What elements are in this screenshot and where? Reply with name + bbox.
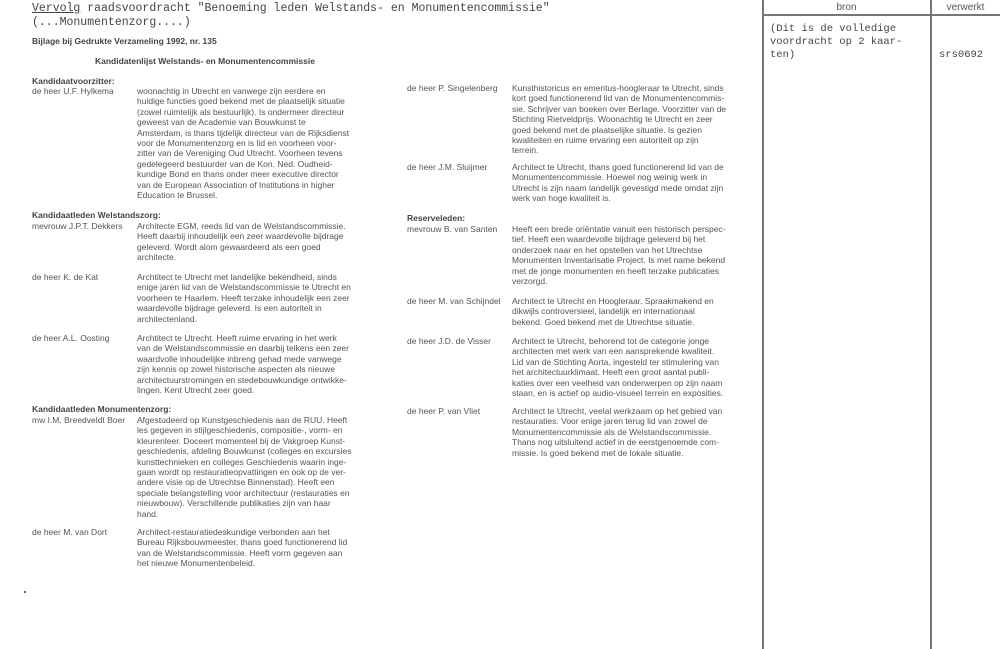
candidate-name: de heer J.M. Sluijmer <box>407 162 488 172</box>
entry-vanvliet <box>407 406 767 458</box>
entry-sluijmer <box>407 162 767 204</box>
entry-oosting <box>32 333 392 395</box>
candidate-description: Architect te Utrecht en Hoogleraar. Spraakmakend en dikwijls controversieel, landelijk en internationaal bekend. Goed bekend met de Utrechtse situatie. <box>512 296 714 327</box>
card-divider-right <box>930 0 932 649</box>
candidate-description: Archtitect te Utrecht met landelijke bekendheid, sinds enige jaren lid van de Welstandscommissie te Utrecht en voorheen te Haarlem. Heeft terzake inhoudelijk een zeer waardevolle bijdrage geleverd. Is een autoriteit in architectenland. <box>137 272 351 324</box>
candidate-description: Architecte EGM, reeds lid van de Welstandscommissie. Heeft daarbij inhoudelijk een zeer waardevolle bijdrage geleverd. Wordt alom gewaardeerd als een goed architecte. <box>137 221 346 263</box>
candidate-description: woonachtig in Utrecht en vanwege zijn eerdere en huidige functies goed bekend met de plaatselijk situatie (zowel ruimtelijk als bestuurlijk). Is ondermeer directeur geweest van de Academie van Bouwkunst te Amsterdam, is thans tijdelijk directeur van de Rijksdienst voor de Monumentenzorg en is lid en voorheen voor- zitter van de Vereniging Oud Utrecht. Voorheen tevens gedelegeerd bestuurder van de Kon. Ned. Oudheid- kundige Bond en thans onder meer executive director van de European Association of Institutions in higher Education te Brussel. <box>137 86 350 201</box>
candidate-description: Architect te Utrecht, behorend tot de categorie jonge architecten met werk van een aansprekende kwaliteit. Lid van de Stichting Aorta, ingesteld ter stimulering van het architectuurklimaat. Heeft een groot aantal publi- katies over een veelheid van onderwerpen op zijn naam staan, en is actief op audio-visueel terrein en exposities. <box>512 336 724 399</box>
card-header-rule <box>762 14 1000 16</box>
candidate-name: de heer U.F. Hylkema <box>32 86 114 96</box>
entry-dekkers <box>32 221 392 263</box>
verwerkt-code: srs0692 <box>939 49 984 61</box>
section-monumenten: Kandidaatleden Monumentenzorg: <box>32 404 172 414</box>
entry-vansanten <box>407 224 767 286</box>
candidate-name: de heer A.L. Oosting <box>32 333 110 343</box>
candidate-name: de heer M. van Schijndel <box>407 296 501 306</box>
title-underlined-word: Vervolg <box>32 2 81 15</box>
candidate-name: mevrouw B. van Santen <box>407 224 498 234</box>
entry-breedveldt <box>32 415 392 519</box>
entry-devisser <box>407 336 767 398</box>
candidate-description: Afgestudeerd op Kunstgeschiedenis aan de RUU. Heeft les gegeven in stijlgeschiedenis, compositie-, vorm- en kleurenleer. Doceert momenteel bij de Vakgroep Kunst- geschiedenis, afdeling Bouwkunst (colleges en excursies kunsttechnieken en colleges Geschiedenis waarin inge- gaan wordt op restauratieopvattingen en ook op de ver- andere visie op de Utrechtse Binnenstad). Heeft een speciale belangstelling voor architectuur (restauraties en nieuwbouw). Verschillende publikaties zijn van haar hand. <box>137 415 352 519</box>
candidate-description: Architect-restauratiedeskundige verbonden aan het Bureau Rijksbouwmeester, thans goed functionerend lid van de Welstandscommissie. Heeft vorm gegeven aan het nieuwe Monumentenbeleid. <box>137 527 348 569</box>
candidate-description: Archtitect te Utrecht. Heeft ruime ervaring in het werk van de Welstandscommissie en daarbij telkens een zeer waardvolle inhoudelijke inbreng gehad mede vanwege zijn kennis op zowel historische aspecten als nieuwe architectuurstromingen en stedebouwkundige ontwikke- lingen. Kent Utrecht zeer goed. <box>137 333 349 396</box>
candidate-name: mw I.M. Breedveldt Boer <box>32 415 126 425</box>
bron-note: (Dit is de volledige voordracht op 2 kaar- ten) <box>770 23 903 61</box>
candidate-name: de heer P. Singelenberg <box>407 83 498 93</box>
entry-schijndel <box>407 296 767 327</box>
bron-header: bron <box>836 2 857 13</box>
candidate-name: de heer K. de Kat <box>32 272 99 282</box>
subtitle: Bijlage bij Gedrukte Verzameling 1992, nr. 135 <box>32 36 217 46</box>
entry-vandort <box>32 527 392 569</box>
entry-singelenberg <box>407 83 767 156</box>
title-line2: (...Monumentenzorg....) <box>32 16 191 29</box>
candidate-description: Kunsthistoricus en emeritus-hoogleraar te Utrecht, sinds kort goed functionerend lid van de Monumentencommis- sie. Schrijver van boeken over Berlage. Voorzitter van de Stichting Rietveldprijs. Woonachtig te Utrecht en zeer goed bekend met de plaatselijke situatie. Is gezien kwaliteiten en ruime ervaring een autoriteit op zijn terrein. <box>512 83 727 156</box>
document-title <box>32 2 550 16</box>
section-welstand: Kandidaatleden Welstandszorg: <box>32 210 161 220</box>
candidate-name: mevrouw J.P.T. Dekkers <box>32 221 123 231</box>
entry-dekat <box>32 272 392 324</box>
candidate-description: Architect te Utrecht, thans goed functionerend lid van de Monumentencommissie. Hoewel nog weinig werk in Utrecht is zijn naam landelijk gevestigd mede omdat zijn werk van hoge kwaliteit is. <box>512 162 724 204</box>
list-title: Kandidatenlijst Welstands- en Monumentencommissie <box>95 56 315 66</box>
stray-dot <box>24 591 26 593</box>
verwerkt-header: verwerkt <box>946 2 985 13</box>
card-divider-left <box>762 0 764 649</box>
candidate-name: de heer P. van Vliet <box>407 406 481 416</box>
candidate-description: Architect te Utrecht, veelal werkzaam op het gebied van restauraties. Voor enige jaren terug lid van zowel de Monumentencommissie als de Welstandscommissie. Thans nog uitsluitend actief in de eerstgenoemde com- missie. Is goed bekend met de lokale situatie. <box>512 406 723 458</box>
section-voorzitter: Kandidaatvoorzitter: <box>32 76 115 86</box>
title-line1: raadsvoordracht "Benoeming leden Welstands- en Monumentencommissie" <box>80 2 550 15</box>
candidate-name: de heer J.D. de Visser <box>407 336 491 346</box>
candidate-description: Heeft een brede oriëntatie vanuit een historisch perspec- tief. Heeft een waardevolle bijdrage geleverd bij het onderzoek naar en het opstellen van het Utrechtse Monumenten Inventarisatie Project. Is met name bekend met de jonge monumenten en heeft terzake publicaties verzorgd. <box>512 224 726 287</box>
candidate-name: de heer M. van Dort <box>32 527 108 537</box>
section-reserve: Reserveleden: <box>407 213 466 223</box>
entry-hylkema <box>32 86 392 200</box>
